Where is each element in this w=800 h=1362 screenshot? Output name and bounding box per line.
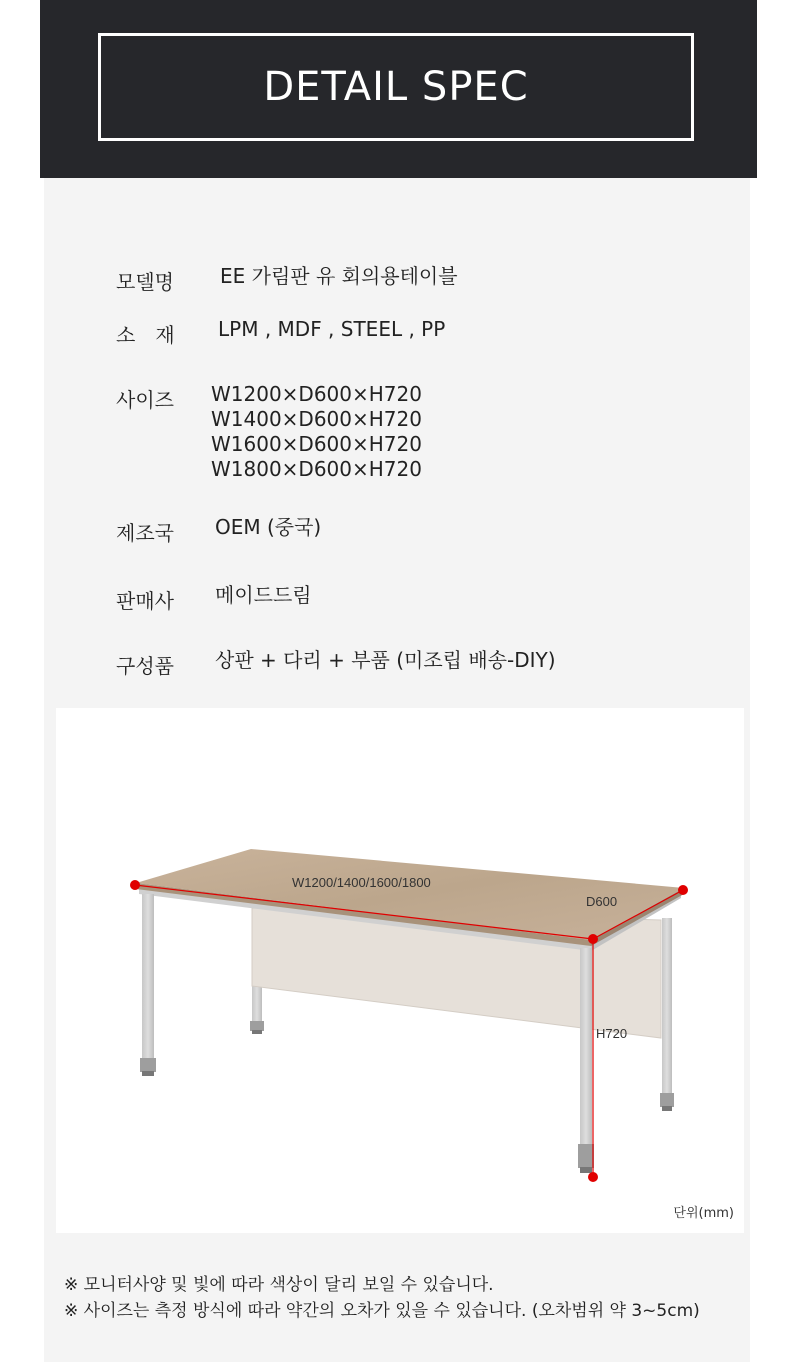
spec-value-size-1: W1200×D600×H720 — [211, 382, 422, 406]
product-diagram — [56, 708, 744, 1233]
table-illustration — [56, 708, 744, 1233]
spec-label-material: 소 재 — [116, 323, 175, 347]
front-right-leg — [580, 948, 592, 1148]
back-right-leg — [662, 918, 672, 1103]
spec-label-size: 사이즈 — [116, 388, 174, 412]
spec-value-size-4: W1800×D600×H720 — [211, 457, 422, 481]
spec-value-components: 상판 + 다리 + 부품 (미조립 배송-DIY) — [215, 648, 556, 672]
spec-value-size-2: W1400×D600×H720 — [211, 407, 422, 431]
depth-end-marker — [678, 885, 688, 895]
note-color: ※ 모니터사양 및 빛에 따라 색상이 달리 보일 수 있습니다. — [64, 1275, 494, 1295]
header-frame — [98, 33, 694, 141]
height-label: H720 — [596, 1026, 628, 1041]
width-label: W1200/1400/1600/1800 — [292, 875, 431, 890]
front-left-leg — [142, 894, 154, 1062]
spec-label-components: 구성품 — [116, 654, 174, 678]
height-end-marker — [588, 1172, 598, 1182]
spec-value-origin: OEM (중국) — [215, 515, 322, 539]
spec-label-origin: 제조국 — [116, 521, 174, 545]
spec-value-material: LPM , MDF , STEEL , PP — [218, 317, 446, 341]
header-banner — [40, 0, 757, 178]
depth-label: D600 — [586, 894, 618, 909]
note-size: ※ 사이즈는 측정 방식에 따라 약간의 오차가 있을 수 있습니다. (오차범위 약 3~5cm) — [64, 1301, 700, 1321]
corner-marker — [588, 934, 598, 944]
spec-value-model: EE 가림판 유 회의용테이블 — [220, 264, 458, 288]
spec-section — [44, 178, 750, 1362]
spec-label-seller: 판매사 — [116, 589, 174, 613]
page-title: DETAIL SPEC — [263, 64, 529, 110]
width-start-marker — [130, 880, 140, 890]
unit-label: 단위(mm) — [673, 1206, 734, 1221]
spec-value-seller: 메이드드림 — [215, 583, 312, 607]
spec-label-model: 모델명 — [116, 270, 174, 294]
spec-value-size-3: W1600×D600×H720 — [211, 432, 422, 456]
